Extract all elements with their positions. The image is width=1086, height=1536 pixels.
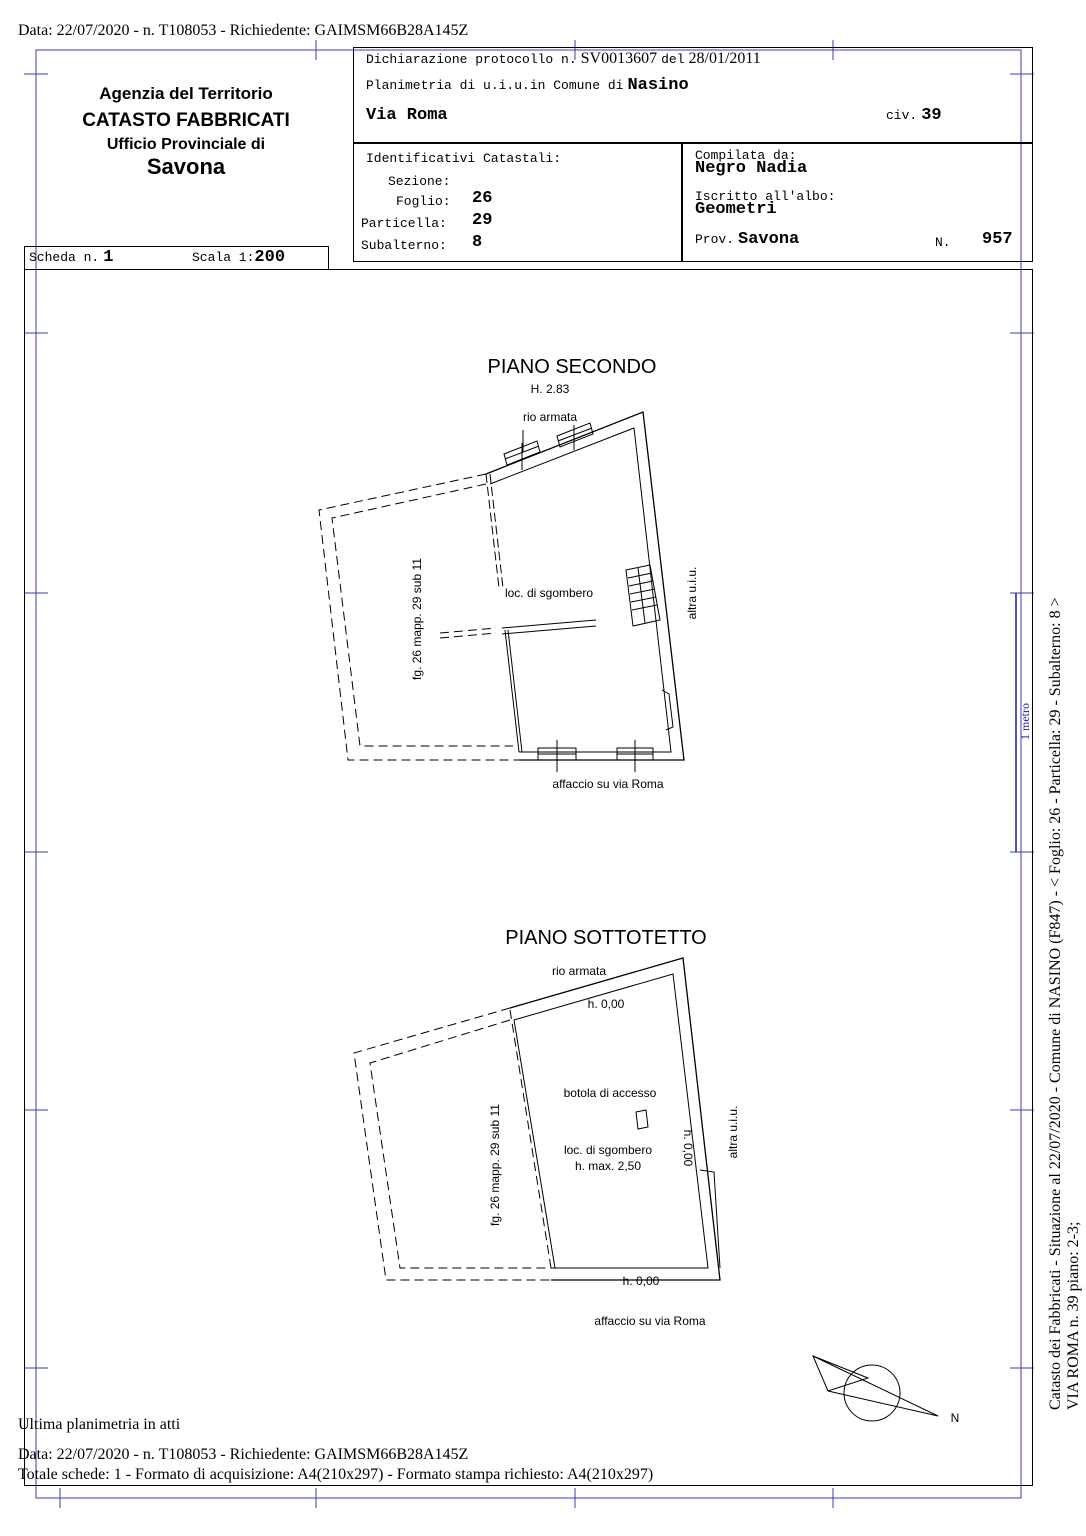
footer-data-line: Data: 22/07/2020 - n. T108053 - Richiedente: GAIMSM66B28A145Z [18,1446,469,1463]
subalterno-label: Subalterno: [361,238,447,253]
subalterno-value: 8 [472,233,483,252]
agency-ufficio: Ufficio Provinciale di [106,136,266,153]
civ-label: civ. [886,108,918,123]
north-label: N [950,1411,960,1425]
plan2-rio: rio armata [551,964,607,978]
plan1-room: loc. di sgombero [504,586,594,600]
comune-value: Nasino [627,76,689,95]
plan2-altra: altra u.i.u. [726,1105,740,1159]
plan2-botola: botola di accesso [563,1086,657,1100]
compilata-label: Compilata da: [695,148,797,163]
albo-label: Iscritto all'albo: [695,189,836,204]
plan1-rio: rio armata [522,410,578,424]
ultima-planimetria: Ultima planimetria in atti [18,1416,181,1433]
protocol-number: SV0013607 [580,50,658,67]
agency-catasto: CATASTO FABBRICATI [82,110,290,131]
plan2-h-bottom: h. 0,00 [622,1274,660,1288]
planimetria-label: Planimetria di u.i.u.in Comune di [366,78,624,93]
scala-value: 200 [254,248,286,267]
del-label: del [661,52,685,67]
scale-mark: 1 metro [1018,703,1032,740]
prov-label: Prov. [695,232,735,247]
declaration-label: Dichiarazione protocollo n. [366,52,577,67]
footer-totale: Totale schede: 1 - Formato di acquisizione: A4(210x297) - Formato stampa richiesto: A4(210x297) [18,1466,654,1483]
compilata-name: Negro Nadia [695,159,808,178]
albo-n-label: N. [935,235,951,250]
plan2-title: PIANO SOTTOTETTO [505,927,707,949]
particella-value: 29 [472,211,493,230]
side-line-1: Catasto dei Fabbricati - Situazione al 22/07/2020 - Comune di NASINO (F847) - < Foglio: 26 - Particella: 29 - Subalterno: 8 > [1047,597,1064,1410]
foglio-label: Foglio: [396,194,451,209]
plan1-altra: altra u.i.u. [685,566,699,620]
via-value: Via Roma [366,106,448,125]
plan-sottotetto [354,958,720,1280]
identificativi-title: Identificativi Catastali: [366,151,562,166]
plan2-h-top: h. 0,00 [587,997,625,1011]
foglio-value: 26 [472,189,493,208]
plan2-room: loc. di sgombero [563,1143,653,1157]
plan1-height: H. 2.83 [530,382,570,396]
plan1-fg: fg. 26 mapp. 29 sub 11 [410,558,424,680]
plan2-h-right: h. 0,00 [681,1129,695,1167]
albo-value: Geometri [695,200,777,219]
scheda-value: 1 [103,248,114,267]
albo-n-value: 957 [982,230,1013,249]
plan2-fg: fg. 26 mapp. 29 sub 11 [488,1104,502,1226]
plan2-affaccio: affaccio su via Roma [594,1314,706,1328]
agency-name: Agenzia del Territorio [99,84,273,103]
prov-value: Savona [738,230,800,249]
civ-value: 39 [921,106,942,125]
plan1-title: PIANO SECONDO [487,356,657,378]
plan2-hmax: h. max. 2,50 [574,1159,642,1173]
sezione-label: Sezione: [388,174,451,189]
plan1-affaccio: affaccio su via Roma [552,777,664,791]
particella-label: Particella: [361,216,447,231]
plan-secondo [319,412,684,780]
north-arrow-icon [813,1356,938,1421]
agency-province: Savona [146,154,226,179]
declaration-date: 28/01/2011 [688,50,761,67]
scheda-label: Scheda n. [29,250,100,265]
header-line: Data: 22/07/2020 - n. T108053 - Richiedente: GAIMSM66B28A145Z [18,22,469,39]
side-line-2: VIA ROMA n. 39 piano: 2-3; [1065,1221,1082,1410]
side-text [1047,597,1083,1410]
scala-label: Scala 1: [192,250,255,265]
